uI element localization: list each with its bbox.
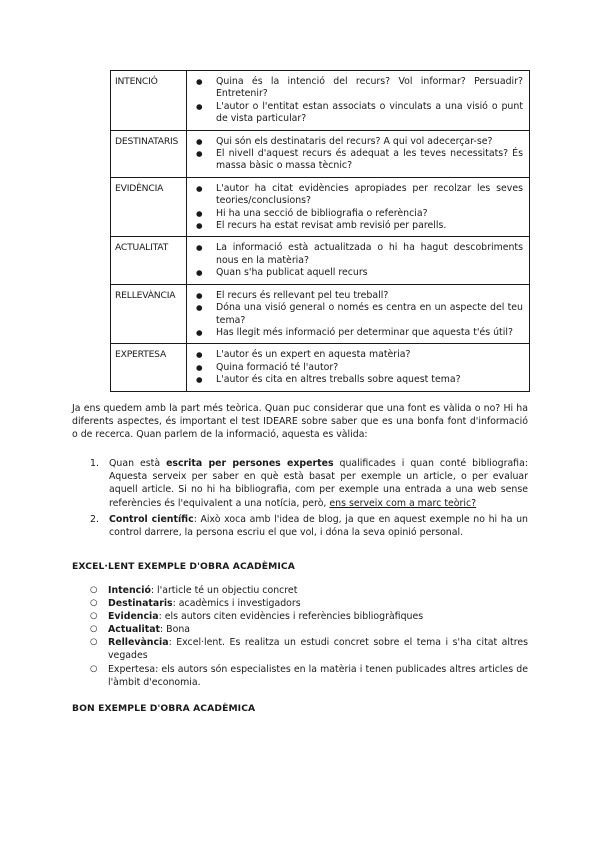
questions-cell bbox=[187, 177, 530, 237]
questions-cell bbox=[187, 237, 530, 284]
numbered-list bbox=[72, 457, 528, 542]
criterion-cell: RELLEVÀNCIA bbox=[111, 284, 187, 344]
underlined-question: ens serveix com a marc teòric? bbox=[329, 497, 477, 509]
list-item: ● L'autor o l'entitat estan associats o vinculats a una visió o punt de vista particular? bbox=[216, 101, 523, 126]
list-item: ○ Intenció: l'article té un objectiu concret bbox=[90, 584, 528, 597]
criterion-cell: EXPERTESA bbox=[111, 344, 187, 391]
list-item: ● Hi ha una secció de bibliografia o referència? bbox=[216, 208, 523, 220]
list-item: 2. Control científic: Això xoca amb l'idea de blog, ja que en aquest exemple no hi ha un control darrere, la persona escriu el que vol, i dóna la seva opinió personal. bbox=[90, 513, 528, 539]
criterion-cell: EVIDÈNCIA bbox=[111, 177, 187, 237]
list-item: ● L'autor és un expert en aquesta matèria? bbox=[216, 349, 523, 361]
list-item: ● L'autor és cita en altres treballs sobre aquest tema? bbox=[216, 374, 523, 386]
list-item: ○ Destinataris: acadèmics i investigadors bbox=[90, 597, 528, 610]
list-item: ● Quina formació té l'autor? bbox=[216, 362, 523, 374]
intro-paragraph: Ja ens quedem amb la part més teòrica. Quan puc considerar que una font es vàlida o no? Hi ha diferents aspectes, és important el test IDEARE sobre saber que es una bonfa font d'informació o de recerca. Quan parlem de la informació, aquesta es vàlida: bbox=[72, 403, 528, 441]
criterion-cell: ACTUALITAT bbox=[111, 237, 187, 284]
list-item: ○ Expertesa: els autors són especialistes en la matèria i tenen publicades altres articles de l'àmbit d'economia. bbox=[90, 663, 528, 689]
table-row bbox=[111, 344, 530, 391]
list-item: ○ Evidencia: els autors citen evidències i referències bibliogràfiques bbox=[90, 610, 528, 623]
table-row bbox=[111, 177, 530, 237]
questions-cell bbox=[187, 71, 530, 131]
list-item: 1. Quan està escrita per persones expertes qualificades i quan conté bibliografia: Aquesta serveix per saber en què està basat per exemple un article, o per evaluar aquell article. Si no hi ha bibliografia, com per exemple una entrada a una web sense referències és l'equivalent a una notícia, però, ens serveix com a marc teòric? bbox=[90, 458, 528, 509]
questions-cell bbox=[187, 130, 530, 177]
list-number: 1. bbox=[90, 458, 99, 469]
section-heading: BON EXEMPLE D'OBRA ACADÈMICA bbox=[72, 703, 256, 714]
table-row bbox=[111, 71, 530, 131]
criterion-cell: INTENCIÓ bbox=[111, 71, 187, 131]
list-item: ● El recurs ha estat revisat amb revisió per parells. bbox=[216, 220, 523, 232]
list-item: ● Dóna una visió general o només es centra en un aspecte del teu tema? bbox=[216, 302, 523, 327]
list-item: ○ Rellevància: Excel·lent. Es realitza un estudi concret sobre el tema i s'ha citat altres vegades bbox=[90, 636, 528, 662]
ideare-table bbox=[110, 70, 530, 392]
list-item: ● El nivell d'aquest recurs és adequat a les teves necessitats? És massa bàsic o massa tècnic? bbox=[216, 148, 523, 173]
criterion-cell: DESTINATARIS bbox=[111, 130, 187, 177]
list-item: ● Has llegit més informació per determinar que aquesta t'és útil? bbox=[216, 327, 523, 339]
questions-cell bbox=[187, 344, 530, 391]
list-item: ● Qui són els destinataris del recurs? A qui vol adecerçar-se? bbox=[216, 136, 523, 148]
list-item: ● Quan s'ha publicat aquell recurs bbox=[216, 267, 523, 279]
section-heading: EXCEL·LENT EXEMPLE D'OBRA ACADÈMICA bbox=[72, 561, 295, 572]
list-item: ● La informació està actualitzada o hi ha hagut descobriments nous en la matèria? bbox=[216, 242, 523, 267]
list-number: 2. bbox=[90, 513, 99, 525]
list-item: ● El recurs és rellevant pel teu treball? bbox=[216, 290, 523, 302]
table-row bbox=[111, 237, 530, 284]
questions-cell bbox=[187, 284, 530, 344]
table-row bbox=[111, 130, 530, 177]
example-list bbox=[90, 584, 528, 689]
list-item: ● L'autor ha citat evidències apropiades per recolzar les seves teories/conclusions? bbox=[216, 183, 523, 208]
table-row bbox=[111, 284, 530, 344]
list-item: ○ Actualitat: Bona bbox=[90, 623, 528, 636]
list-item: ● Quina és la intenció del recurs? Vol informar? Persuadir? Entretenir? bbox=[216, 76, 523, 101]
